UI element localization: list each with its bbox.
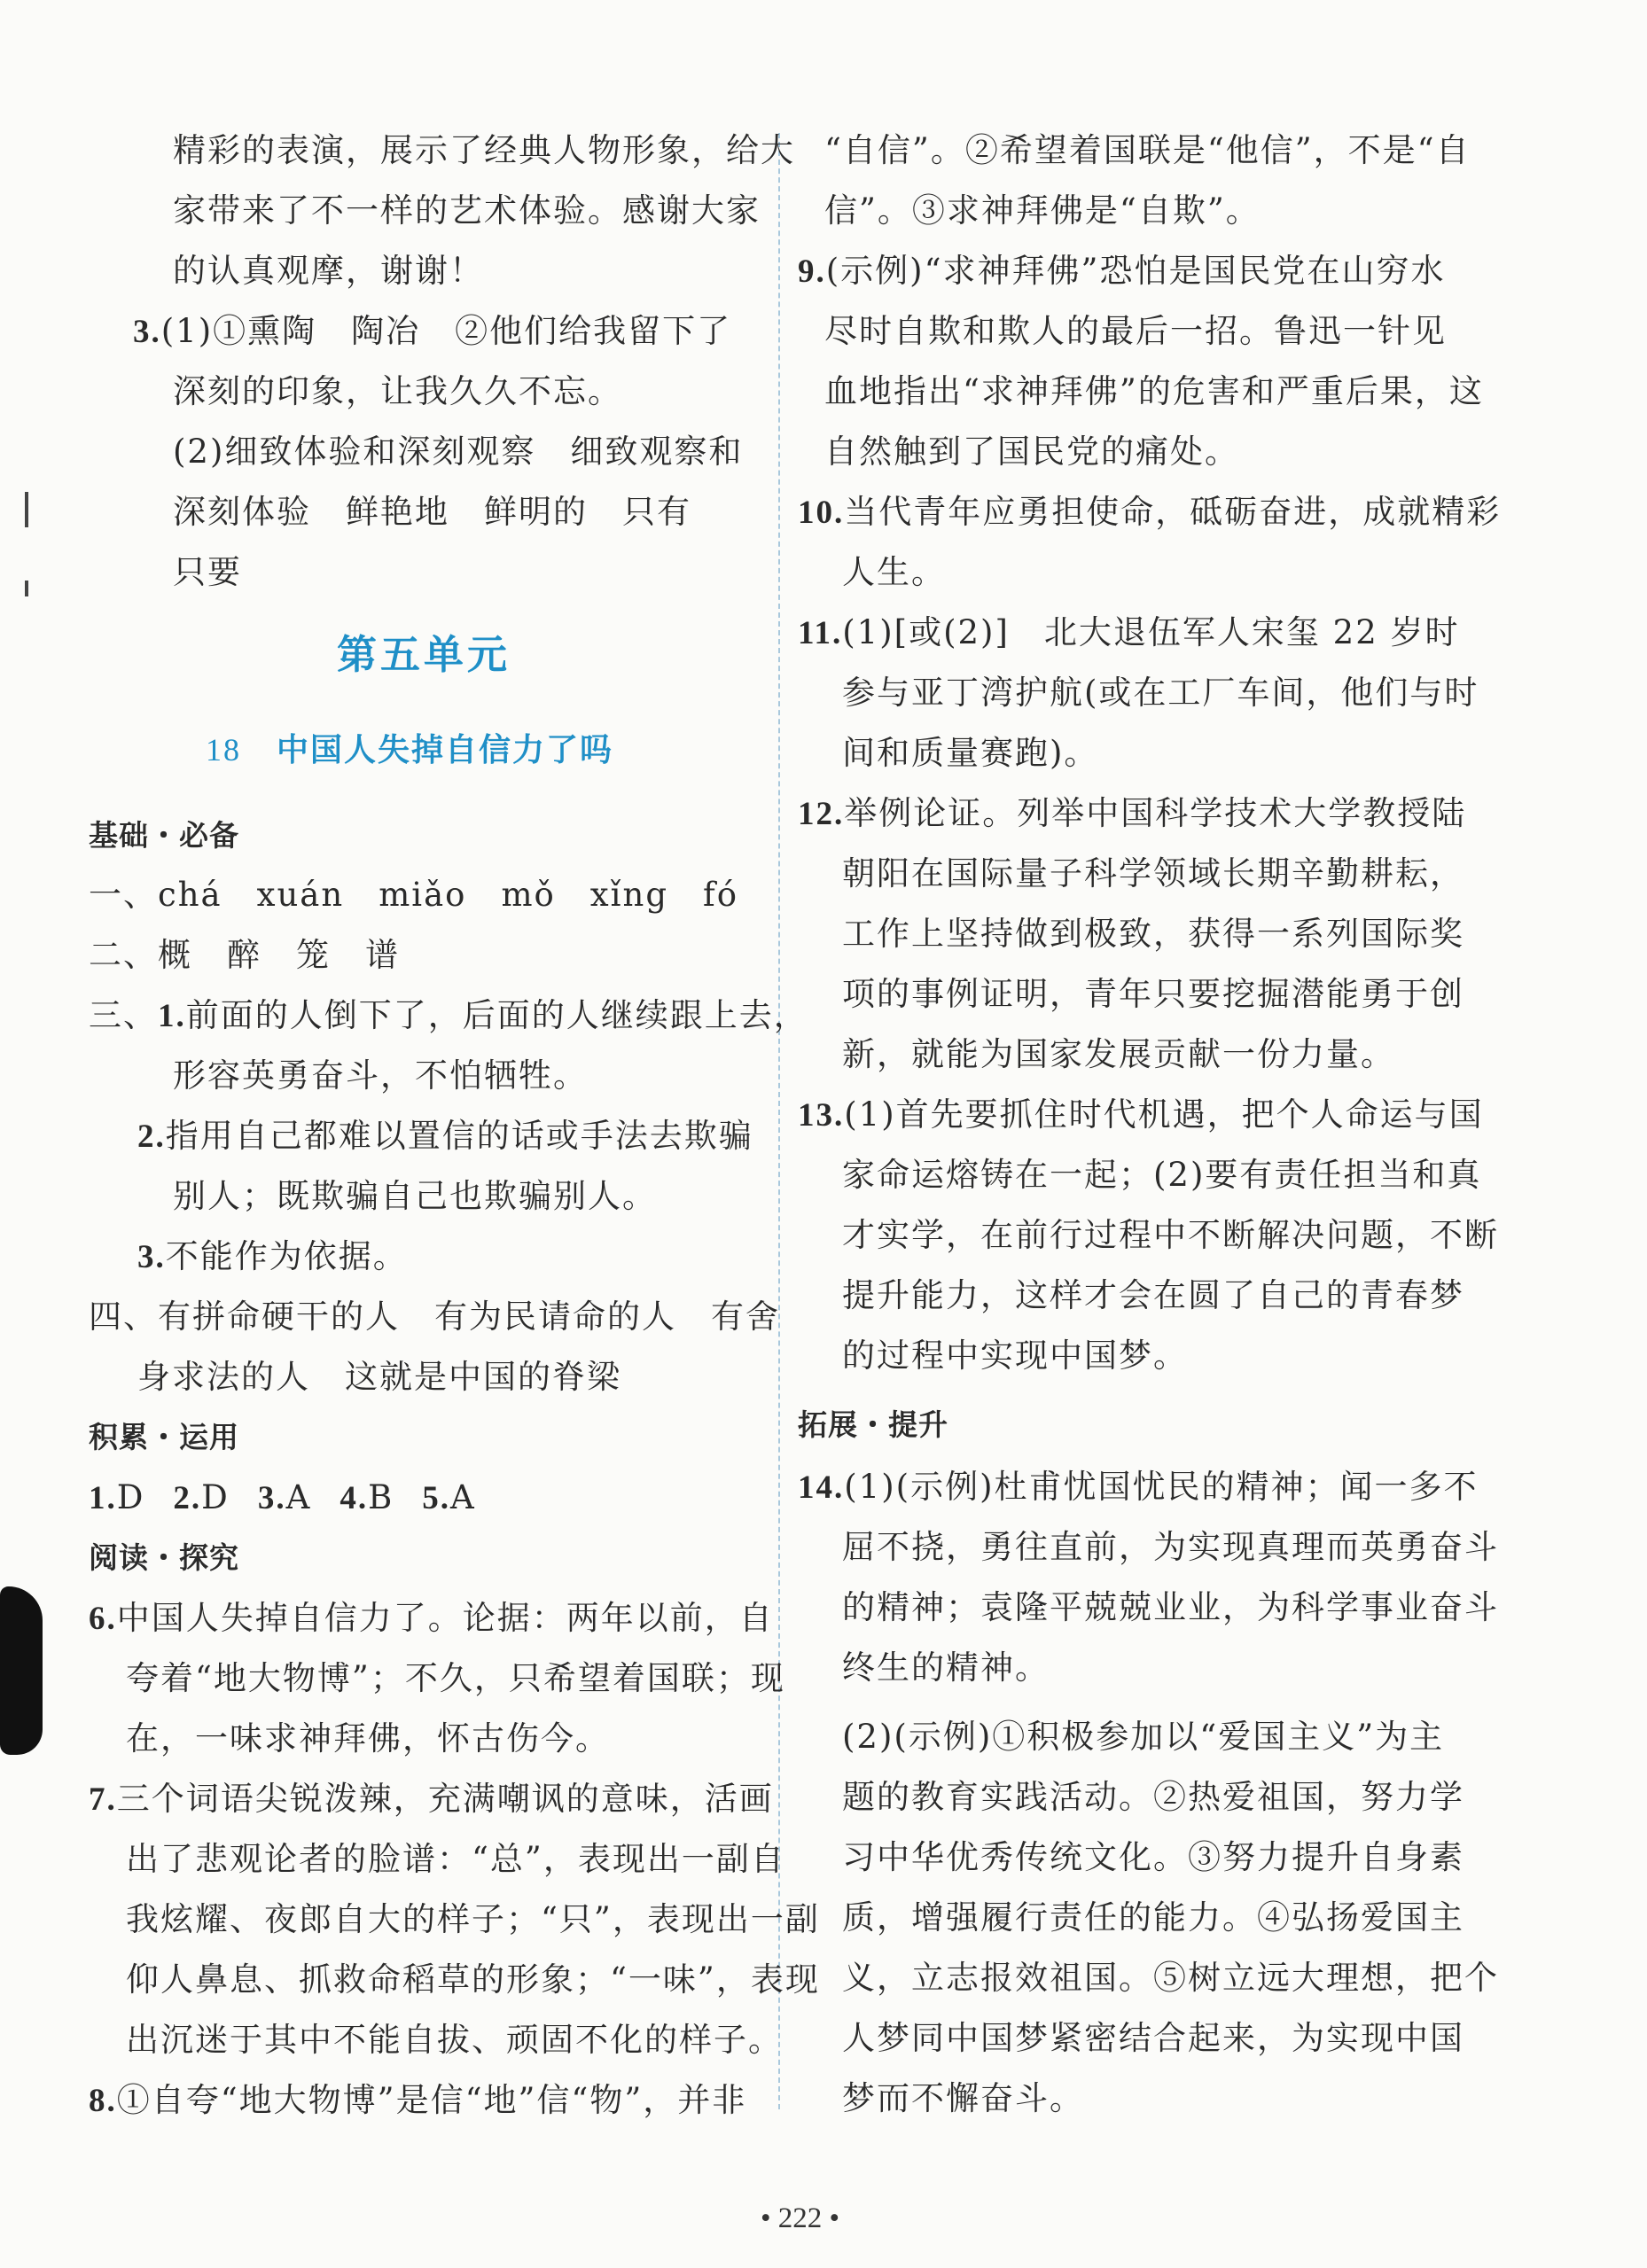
scan-mark <box>25 492 28 527</box>
item-number: 4. <box>340 1480 369 1516</box>
answer-text: (1)首先要抓住时代机遇，把个人命运与国 <box>844 1095 1484 1134</box>
question-6 <box>89 1592 774 1646</box>
text-line: 深刻体验 鲜艳地 鲜明的 只有 <box>173 493 691 531</box>
question-number: 8. <box>89 2083 117 2119</box>
text-line: 提升能力，这样才会在圆了自己的青春梦 <box>842 1276 1464 1314</box>
answer-text: (1)(示例)杜甫忧国忧民的精神；闻一多不 <box>844 1468 1479 1506</box>
question-number: 3. <box>133 314 161 350</box>
text-line: 二、概 醉 笼 谱 <box>89 936 400 974</box>
text-line: 家命运熔铸在一起；(2)要有责任担当和真 <box>842 1156 1482 1194</box>
question-10 <box>798 486 1501 540</box>
text-line: 别人；既欺骗自己也欺骗别人。 <box>173 1177 657 1215</box>
answer-text: (示例)“求神拜佛”恐怕是国民党在山穷水 <box>825 252 1446 290</box>
text-line: 形容英勇奋斗，不怕牺牲。 <box>173 1056 588 1095</box>
text-line: 只要 <box>173 553 242 591</box>
item-number: 3. <box>137 1239 166 1275</box>
answer-text: (1)①熏陶 陶冶 ②他们给我留下了 <box>160 312 732 350</box>
question-number: 10. <box>798 495 845 531</box>
question-13 <box>798 1088 1484 1142</box>
question-11 <box>798 606 1460 660</box>
section-heading-reading: 阅读・探究 <box>89 1540 239 1575</box>
text-line: 新，就能为国家发展贡献一份力量。 <box>842 1035 1395 1073</box>
scan-mark <box>25 581 28 596</box>
text-line: 一、chá xuán miǎo mǒ xǐng fó <box>89 876 738 914</box>
lesson-title <box>206 725 613 770</box>
choice-answer: A <box>450 1478 476 1516</box>
text-line: 义，立志报效祖国。⑤树立远大理想，把个 <box>842 1959 1499 1997</box>
item-number: 3. <box>257 1480 286 1516</box>
item-number: 2. <box>137 1118 166 1155</box>
text-line: 出沉迷于其中不能自拔、顽固不化的样子。 <box>126 2021 783 2059</box>
text-line: 才实学，在前行过程中不断解决问题，不断 <box>842 1216 1499 1254</box>
text-line: 家带来了不一样的艺术体验。感谢大家 <box>173 191 761 230</box>
text-line: 朝阳在国际量子科学领域长期辛勤耕耘， <box>842 854 1464 892</box>
text-line: 四、有拼命硬干的人 有为民请命的人 有舍 <box>89 1298 780 1336</box>
choice-answer: B <box>368 1478 394 1516</box>
question-14 <box>798 1461 1479 1515</box>
item-number: 1. <box>89 1480 117 1516</box>
text-line: 人梦同中国梦紧密结合起来，为实现中国 <box>842 2019 1464 2057</box>
text-line: 深刻的印象，让我久久不忘。 <box>173 372 622 410</box>
choice-answer: D <box>201 1478 230 1516</box>
question-number: 7. <box>89 1781 117 1818</box>
text-line: 习中华优秀传统文化。③努力提升自身素 <box>842 1838 1464 1876</box>
text-line: 质，增强履行责任的能力。④弘扬爱国主 <box>842 1898 1464 1937</box>
text-line: 工作上坚持做到极致，获得一系列国际奖 <box>842 915 1464 953</box>
question-number: 14. <box>798 1469 845 1506</box>
answer-text: (1)[或(2)] 北大退伍军人宋玺 22 岁时 <box>842 613 1460 651</box>
unit-title: 第五单元 <box>337 631 511 678</box>
question-12 <box>798 787 1466 841</box>
question-number: 6. <box>89 1601 117 1637</box>
text-line: 人生。 <box>842 553 946 591</box>
basic-3-item-1 <box>89 989 808 1043</box>
text-line: 的过程中实现中国梦。 <box>842 1337 1188 1375</box>
question-number: 12. <box>798 796 845 832</box>
scan-artifact <box>0 1586 43 1755</box>
question-9 <box>798 245 1445 299</box>
text-line: 屈不挠，勇往直前，为实现真理而英勇奋斗 <box>842 1528 1499 1566</box>
text-line: 参与亚丁湾护航(或在工厂车间，他们与时 <box>842 674 1479 712</box>
answer-text: 当代青年应勇担使命，砥砺奋进，成就精彩 <box>844 493 1502 531</box>
page-number: • 222 • <box>761 2202 840 2234</box>
text-line: 我炫耀、夜郎自大的样子；“只”，表现出一副 <box>126 1900 820 1938</box>
item-number: 2. <box>173 1480 202 1516</box>
text-line: 的认真观摩，谢谢！ <box>173 252 484 290</box>
answer-text: 举例论证。列举中国科学技术大学教授陆 <box>844 794 1467 832</box>
column-divider <box>778 133 780 2109</box>
text-line: 仰人鼻息、抓救命稻草的形象；“一味”，表现 <box>126 1960 820 1999</box>
text-line: 信”。③求神拜佛是“自欺”。 <box>824 191 1261 230</box>
lesson-number: 18 <box>206 732 241 768</box>
question-number: 9. <box>798 253 826 290</box>
answer-text: 前面的人倒下了，后面的人继续跟上去， <box>185 996 808 1034</box>
question-7 <box>89 1773 774 1827</box>
text-line: 尽时自欺和欺人的最后一招。鲁迅一针见 <box>824 312 1447 350</box>
text-line: 血地指出“求神拜佛”的危害和严重后果，这 <box>824 372 1484 410</box>
choice-answers <box>89 1471 476 1525</box>
choice-answer: A <box>285 1478 312 1516</box>
text-line: (2)细致体验和深刻观察 细致观察和 <box>173 433 744 471</box>
item-number: 1. <box>158 998 186 1034</box>
answer-text: 三个词语尖锐泼辣，充满嘲讽的意味，活画 <box>116 1780 774 1818</box>
text-line: (2)(示例)①积极参加以“爱国主义”为主 <box>842 1718 1445 1756</box>
section-heading-accumulate: 积累・运用 <box>89 1420 239 1454</box>
text-line: 梦而不懈奋斗。 <box>842 2079 1084 2117</box>
item-number: 5. <box>422 1480 451 1516</box>
basic-3-item-3 <box>137 1230 408 1284</box>
text-line: 间和质量赛跑)。 <box>842 734 1099 772</box>
text-line: 身求法的人 这就是中国的脊梁 <box>137 1358 621 1396</box>
text-line: 的精神；袁隆平兢兢业业，为科学事业奋斗 <box>842 1588 1499 1626</box>
text-line: 自然触到了国民党的痛处。 <box>824 433 1239 471</box>
choice-answer: D <box>116 1478 145 1516</box>
text-line: “自信”。②希望着国联是“他信”，不是“自 <box>824 131 1471 169</box>
question-number: 13. <box>798 1097 845 1134</box>
answer-text: 不能作为依据。 <box>165 1237 408 1275</box>
list-prefix: 三、 <box>89 996 158 1034</box>
question-8 <box>89 2074 746 2128</box>
text-line: 项的事例证明，青年只要挖掘潜能勇于创 <box>842 975 1464 1013</box>
text-line: 出了悲观论者的脸谱：“总”，表现出一副自 <box>126 1840 785 1878</box>
section-heading-extend: 拓展・提升 <box>798 1407 948 1442</box>
answer-text: 中国人失掉自信力了。论据：两年以前，自 <box>116 1599 774 1637</box>
text-line: 在，一味求神拜佛，怀古伤今。 <box>126 1719 610 1758</box>
answer-text: ①自夸“地大物博”是信“地”信“物”，并非 <box>116 2081 747 2119</box>
text-line: 精彩的表演，展示了经典人物形象，给大 <box>173 131 795 169</box>
section-heading-basic: 基础・必备 <box>89 818 239 853</box>
lesson-title-text: 中国人失掉自信力了吗 <box>277 732 614 768</box>
text-line: 终生的精神。 <box>842 1648 1050 1687</box>
answer-text: 指用自己都难以置信的话或手法去欺骗 <box>165 1117 753 1155</box>
question-number: 11. <box>798 615 843 651</box>
text-line: 夸着“地大物博”；不久，只希望着国联；现 <box>126 1659 785 1697</box>
text-line: 题的教育实践活动。②热爱祖国，努力学 <box>842 1778 1464 1816</box>
question-3 <box>133 305 731 359</box>
basic-3-item-2 <box>137 1110 753 1164</box>
